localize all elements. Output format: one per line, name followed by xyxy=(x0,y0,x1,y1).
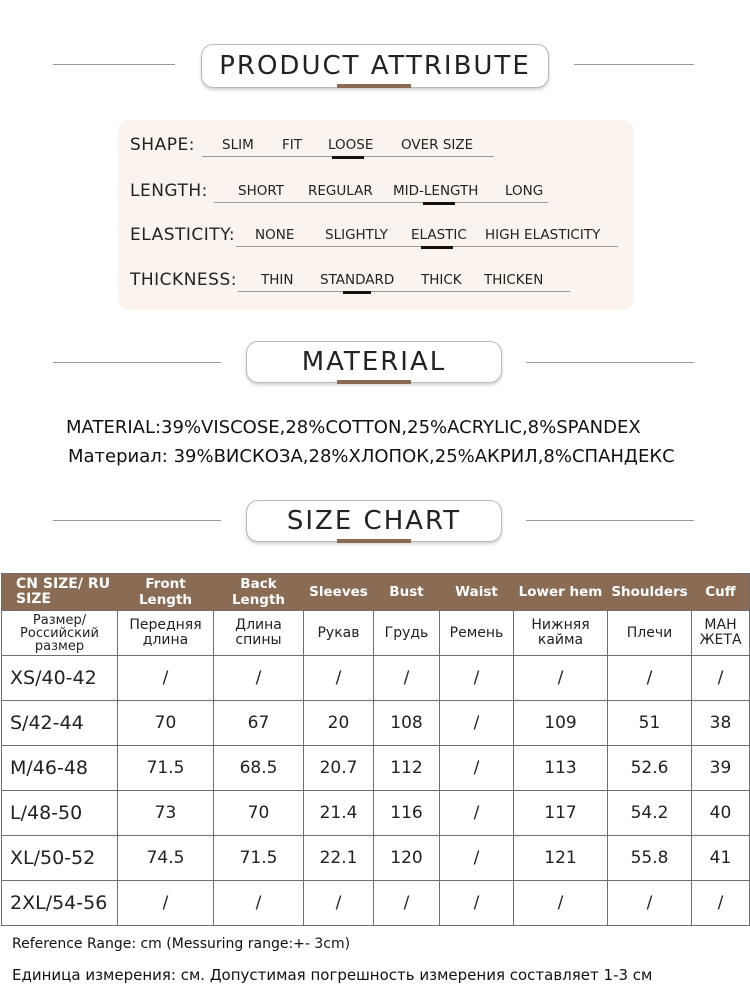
attr-option: THICKEN xyxy=(484,272,544,288)
material-title: MATERIAL xyxy=(246,341,502,383)
table-cell: 70 xyxy=(214,791,304,836)
size-label-cell: XS/40-42 xyxy=(2,656,118,701)
table-cell: 52.6 xyxy=(608,746,692,791)
table-cell: 39 xyxy=(692,746,750,791)
material-ru xyxy=(68,446,675,467)
selected-marker xyxy=(421,246,453,249)
size-label-cell: 2XL/54-56 xyxy=(2,881,118,926)
reference-note-en: Reference Range: cm (Messuring range:+- 3cm) xyxy=(12,936,351,952)
table-cell: / xyxy=(692,881,750,926)
table-cell: / xyxy=(440,701,514,746)
table-cell: 67 xyxy=(214,701,304,746)
divider-right xyxy=(526,362,694,363)
table-cell: 73 xyxy=(118,791,214,836)
attr-option: SLIGHTLY xyxy=(325,227,388,243)
attr-option: NONE xyxy=(255,227,295,243)
table-cell: / xyxy=(608,656,692,701)
divider-right xyxy=(526,520,694,521)
header-ru-cell: Рукав xyxy=(304,611,374,656)
table-row xyxy=(2,746,750,791)
attr-label: SHAPE: xyxy=(130,135,195,155)
table-cell: / xyxy=(304,656,374,701)
attr-rule xyxy=(238,291,570,292)
material-ru-label: Материал: xyxy=(68,446,168,467)
table-cell: 20.7 xyxy=(304,746,374,791)
table-cell: 38 xyxy=(692,701,750,746)
divider-left xyxy=(53,362,221,363)
title-underline xyxy=(337,84,411,88)
table-cell: 113 xyxy=(514,746,608,791)
table-row xyxy=(2,701,750,746)
header-ru-cell: Плечи xyxy=(608,611,692,656)
table-cell: / xyxy=(440,791,514,836)
attr-row-elasticity xyxy=(118,225,634,255)
table-cell: / xyxy=(440,656,514,701)
table-cell: 21.4 xyxy=(304,791,374,836)
table-cell: 68.5 xyxy=(214,746,304,791)
table-cell: / xyxy=(214,656,304,701)
reference-note-ru: Единица измерения: см. Допустимая погрешность измерения составляет 1-3 см xyxy=(12,966,653,984)
table-cell: 71.5 xyxy=(118,746,214,791)
selected-marker xyxy=(332,156,364,159)
attr-option-selected: MID-LENGTH xyxy=(393,183,479,199)
material-en xyxy=(66,417,641,438)
size-label-cell: XL/50-52 xyxy=(2,836,118,881)
header-ru-cell: Длина спины xyxy=(214,611,304,656)
attr-option-selected: LOOSE xyxy=(328,137,374,153)
attr-label: LENGTH: xyxy=(130,181,208,201)
size-label-cell: L/48-50 xyxy=(2,791,118,836)
header-ru-cell: Размер/ Российский размер xyxy=(2,611,118,656)
attribute-panel xyxy=(118,120,634,310)
table-row xyxy=(2,881,750,926)
table-cell: 51 xyxy=(608,701,692,746)
attr-option: THICK xyxy=(421,272,462,288)
title-underline xyxy=(337,380,411,384)
table-cell: / xyxy=(118,881,214,926)
attr-row-shape xyxy=(118,135,634,165)
table-row xyxy=(2,656,750,701)
table-cell: 54.2 xyxy=(608,791,692,836)
attr-rule xyxy=(214,202,548,203)
table-cell: 120 xyxy=(374,836,440,881)
attr-row-length xyxy=(118,181,634,211)
attr-option: OVER SIZE xyxy=(401,137,474,153)
table-cell: 74.5 xyxy=(118,836,214,881)
attr-option: SLIM xyxy=(222,137,254,153)
title-underline xyxy=(337,539,411,543)
size-label-cell: S/42-44 xyxy=(2,701,118,746)
table-cell: 109 xyxy=(514,701,608,746)
divider-left xyxy=(53,64,175,65)
table-cell: 71.5 xyxy=(214,836,304,881)
attr-label: ELASTICITY: xyxy=(130,225,236,245)
attr-option: THIN xyxy=(261,272,294,288)
header-ru-cell: МАН ЖЕТА xyxy=(692,611,750,656)
table-cell: 20 xyxy=(304,701,374,746)
table-cell: / xyxy=(608,881,692,926)
material-ru-value: 39%ВИСКОЗА,28%ХЛОПОК,25%АКРИЛ,8%СПАНДЕКС xyxy=(173,446,675,467)
header-cell: Front Length xyxy=(118,574,214,611)
attr-option-selected: STANDARD xyxy=(320,272,395,288)
table-cell: / xyxy=(374,881,440,926)
table-header-row xyxy=(2,574,750,611)
attr-option: HIGH ELASTICITY xyxy=(485,227,601,243)
table-cell: 40 xyxy=(692,791,750,836)
material-en-label: MATERIAL: xyxy=(66,417,162,438)
table-cell: 121 xyxy=(514,836,608,881)
table-body xyxy=(2,656,750,926)
table-cell: 116 xyxy=(374,791,440,836)
header-cell: Bust xyxy=(374,574,440,611)
table-cell: / xyxy=(374,656,440,701)
header-ru-cell: Грудь xyxy=(374,611,440,656)
attr-option-selected: ELASTIC xyxy=(411,227,467,243)
header-ru-cell: Нижняя кайма xyxy=(514,611,608,656)
header-cell: Cuff xyxy=(692,574,750,611)
attribute-title: PRODUCT ATTRIBUTE xyxy=(201,44,549,88)
header-cell: CN SIZE/ RU SIZE xyxy=(2,574,118,611)
selected-marker xyxy=(343,291,371,294)
header-cell: Sleeves xyxy=(304,574,374,611)
table-row xyxy=(2,791,750,836)
table-cell: / xyxy=(118,656,214,701)
table-cell: 41 xyxy=(692,836,750,881)
table-cell: / xyxy=(440,746,514,791)
attr-option: FIT xyxy=(282,137,302,153)
header-ru-cell: Передняя длина xyxy=(118,611,214,656)
table-cell: / xyxy=(514,881,608,926)
header-cell: Lower hem xyxy=(514,574,608,611)
table-cell: 108 xyxy=(374,701,440,746)
table-cell: / xyxy=(440,836,514,881)
attr-option: REGULAR xyxy=(308,183,373,199)
table-cell: / xyxy=(214,881,304,926)
attr-row-thickness xyxy=(118,270,634,300)
attr-label: THICKNESS: xyxy=(130,270,237,290)
header-cell: Back Length xyxy=(214,574,304,611)
size-chart-title: SIZE CHART xyxy=(246,500,502,542)
table-cell: / xyxy=(514,656,608,701)
table-cell: 55.8 xyxy=(608,836,692,881)
divider-right xyxy=(574,64,694,65)
header-ru-cell: Ремень xyxy=(440,611,514,656)
size-table xyxy=(1,573,750,926)
table-row xyxy=(2,836,750,881)
divider-left xyxy=(53,520,221,521)
table-cell: 22.1 xyxy=(304,836,374,881)
size-label-cell: M/46-48 xyxy=(2,746,118,791)
table-cell: 112 xyxy=(374,746,440,791)
attr-option: SHORT xyxy=(238,183,284,199)
table-cell: 117 xyxy=(514,791,608,836)
header-cell: Shoulders xyxy=(608,574,692,611)
table-header-ru-row xyxy=(2,611,750,656)
header-cell: Waist xyxy=(440,574,514,611)
material-en-value: 39%VISCOSE,28%COTTON,25%ACRYLIC,8%SPANDEX xyxy=(161,417,641,438)
table-cell: / xyxy=(692,656,750,701)
table-cell: 70 xyxy=(118,701,214,746)
selected-marker xyxy=(423,202,455,205)
table-cell: / xyxy=(304,881,374,926)
attr-option: LONG xyxy=(505,183,544,199)
table-cell: / xyxy=(440,881,514,926)
